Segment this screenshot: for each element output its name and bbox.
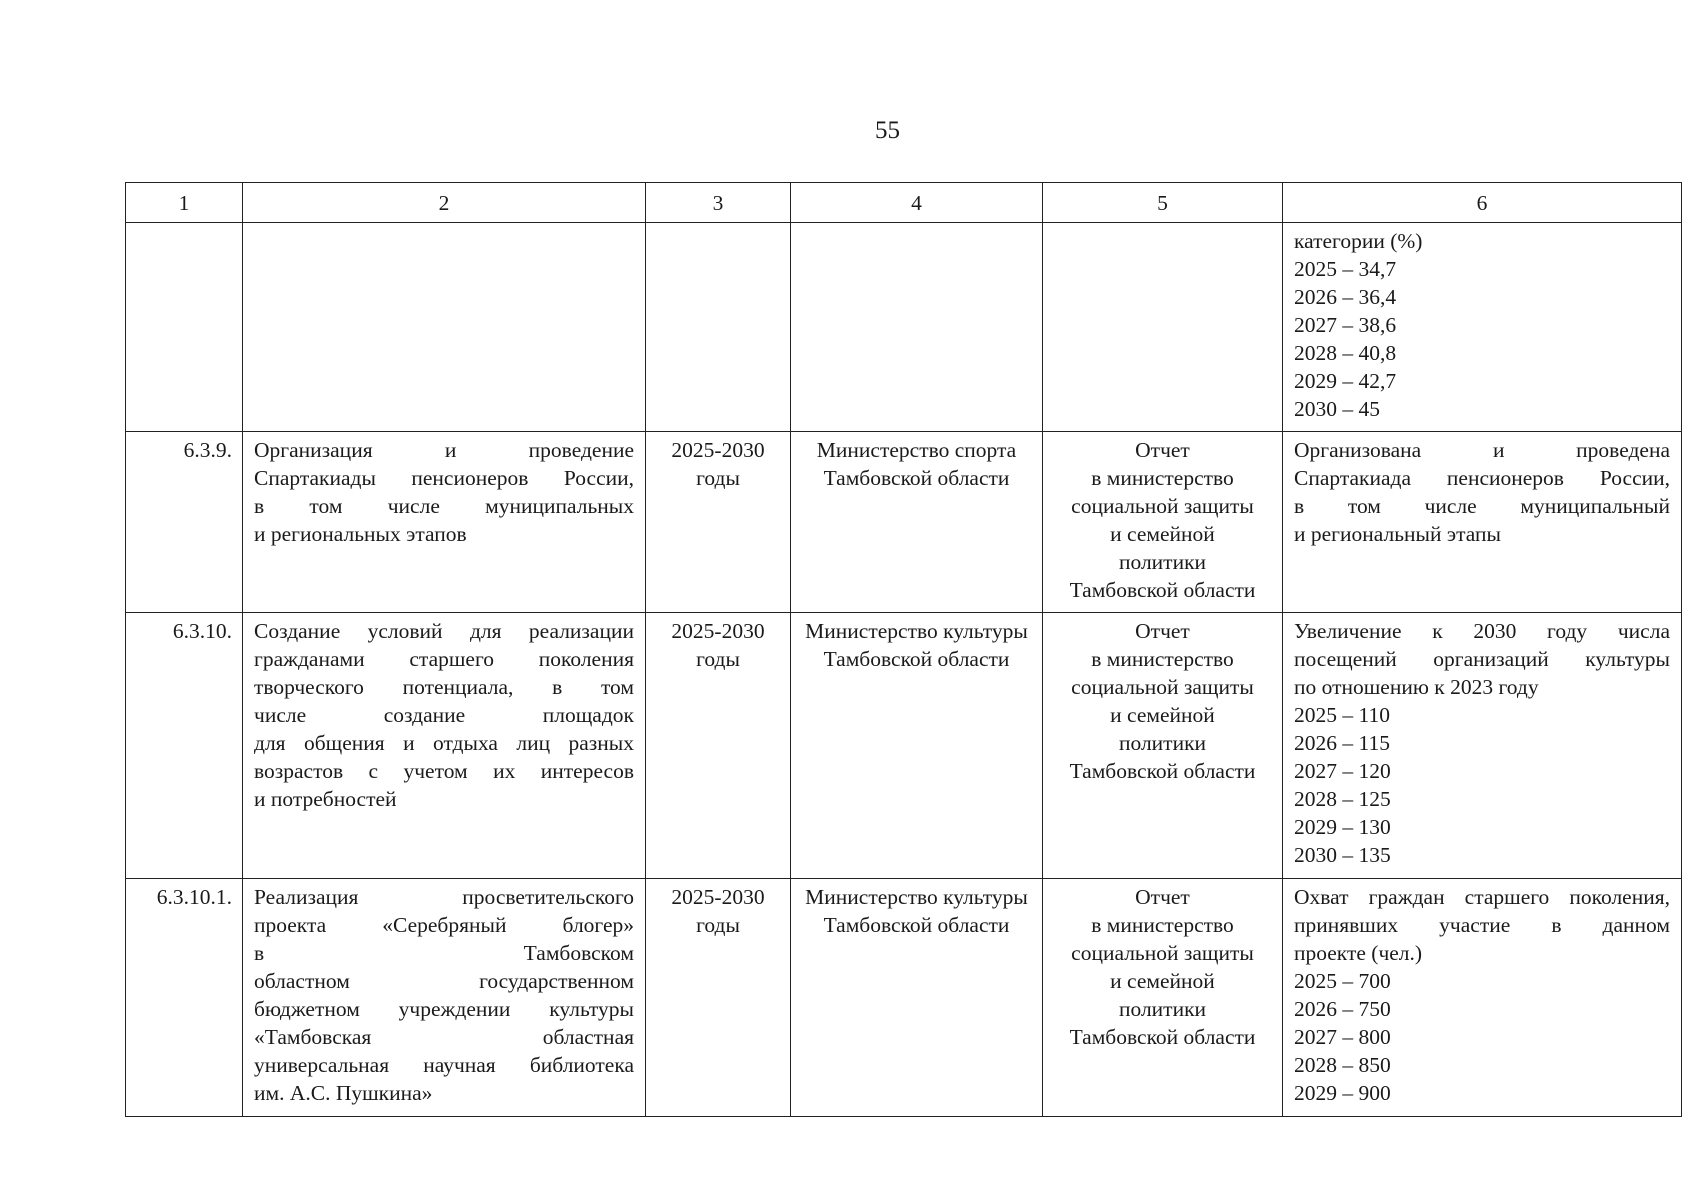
activity-cell xyxy=(243,432,646,613)
report-line: и семейной xyxy=(1110,969,1215,993)
activity-line: бюджетном учреждении культуры xyxy=(254,997,634,1021)
result-line: в том числе муниципальный xyxy=(1294,494,1670,518)
result-year-value: 2025 – 34,7 xyxy=(1294,257,1397,281)
table-header-row xyxy=(126,183,1682,223)
period-cell xyxy=(646,432,791,613)
period-cell xyxy=(646,613,791,879)
result-year-value: 2027 – 120 xyxy=(1294,759,1391,783)
result-year-value: 2027 – 800 xyxy=(1294,1025,1391,1049)
report-cell xyxy=(1043,223,1283,432)
report-line: политики xyxy=(1118,997,1207,1021)
result-line: Спартакиада пенсионеров России, xyxy=(1294,466,1670,490)
item-number: 6.3.10.1. xyxy=(156,885,232,909)
activity-cell xyxy=(243,613,646,879)
item-number: 6.3.9. xyxy=(183,438,232,462)
report-line: Тамбовской области xyxy=(1069,578,1256,602)
activity-line: числе создание площадок xyxy=(254,703,634,727)
report-line: Отчет xyxy=(1135,438,1190,462)
result-year-value: 2028 – 850 xyxy=(1294,1053,1391,1077)
result-line: по отношению к 2023 году xyxy=(1294,675,1539,699)
column-header: 5 xyxy=(1043,183,1283,223)
table-row xyxy=(126,432,1682,613)
activity-line: в том числе муниципальных xyxy=(254,494,634,518)
result-line: и региональный этапы xyxy=(1294,522,1501,546)
report-line: Тамбовской области xyxy=(1069,1025,1256,1049)
executor-cell xyxy=(791,432,1043,613)
activity-line: Создание условий для реализации xyxy=(254,619,634,643)
report-line: социальной защиты xyxy=(1071,494,1254,518)
report-line: в министерство xyxy=(1091,466,1234,490)
activity-line: и региональных этапов xyxy=(254,522,467,546)
report-cell xyxy=(1043,879,1283,1117)
activity-line: и потребностей xyxy=(254,787,397,811)
executor-text: Министерство спорта Тамбовской области xyxy=(816,438,1017,490)
activity-line: им. А.С. Пушкина» xyxy=(254,1081,433,1105)
item-number-cell xyxy=(126,432,243,613)
activity-line: проекта «Серебряный блогер» xyxy=(254,913,634,937)
result-line: посещений организаций культуры xyxy=(1294,647,1670,671)
report-line: социальной защиты xyxy=(1071,675,1254,699)
result-year-value: 2026 – 750 xyxy=(1294,997,1391,1021)
table-row xyxy=(126,613,1682,879)
result-line: проекте (чел.) xyxy=(1294,941,1423,965)
report-line: социальной защиты xyxy=(1071,941,1254,965)
executor-cell xyxy=(791,613,1043,879)
report-line: Отчет xyxy=(1135,885,1190,909)
item-number: 6.3.10. xyxy=(172,619,232,643)
period-cell xyxy=(646,879,791,1117)
result-line: категории (%) xyxy=(1294,229,1423,253)
report-line: и семейной xyxy=(1110,522,1215,546)
report-line: Отчет xyxy=(1135,619,1190,643)
page-number: 55 xyxy=(875,117,900,144)
column-header: 1 xyxy=(126,183,243,223)
result-year-value: 2027 – 38,6 xyxy=(1294,313,1397,337)
activity-cell xyxy=(243,223,646,432)
column-header: 3 xyxy=(646,183,791,223)
activity-line: универсальная научная библиотека xyxy=(254,1053,634,1077)
result-year-value: 2026 – 36,4 xyxy=(1294,285,1397,309)
result-year-value: 2030 – 45 xyxy=(1294,397,1380,421)
result-year-value: 2029 – 900 xyxy=(1294,1081,1391,1105)
report-line: и семейной xyxy=(1110,703,1215,727)
report-line: политики xyxy=(1118,731,1207,755)
report-cell xyxy=(1043,432,1283,613)
column-header: 4 xyxy=(791,183,1043,223)
executor-cell xyxy=(791,879,1043,1117)
result-year-value: 2030 – 135 xyxy=(1294,843,1391,867)
result-year-value: 2029 – 130 xyxy=(1294,815,1391,839)
result-year-value: 2028 – 125 xyxy=(1294,787,1391,811)
report-line: политики xyxy=(1118,550,1207,574)
executor-text: Министерство культуры Тамбовской области xyxy=(805,619,1028,671)
activity-line: в Тамбовском xyxy=(254,941,634,965)
activity-line: гражданами старшего поколения xyxy=(254,647,634,671)
report-line: в министерство xyxy=(1091,913,1234,937)
activity-line: «Тамбовская областная xyxy=(254,1025,634,1049)
activity-line: областном государственном xyxy=(254,969,634,993)
period-text: 2025-2030 годы xyxy=(671,438,765,490)
report-cell xyxy=(1043,613,1283,879)
result-year-value: 2025 – 110 xyxy=(1294,703,1390,727)
activity-line: Реализация просветительского xyxy=(254,885,634,909)
result-year-value: 2026 – 115 xyxy=(1294,731,1390,755)
item-number-cell xyxy=(126,223,243,432)
activity-line: возрастов с учетом их интересов xyxy=(254,759,634,783)
result-year-value: 2029 – 42,7 xyxy=(1294,369,1397,393)
table-row xyxy=(126,223,1682,432)
column-header: 2 xyxy=(243,183,646,223)
activity-line: для общения и отдыха лиц разных xyxy=(254,731,634,755)
activity-line: творческого потенциала, в том xyxy=(254,675,634,699)
result-cell xyxy=(1283,432,1682,613)
result-line: Увеличение к 2030 году числа xyxy=(1294,619,1670,643)
activity-line: Организация и проведение xyxy=(254,438,634,462)
result-year-value: 2025 – 700 xyxy=(1294,969,1391,993)
executor-text: Министерство культуры Тамбовской области xyxy=(805,885,1028,937)
result-cell xyxy=(1283,879,1682,1117)
activity-cell xyxy=(243,879,646,1117)
result-line: Организована и проведена xyxy=(1294,438,1670,462)
column-header: 6 xyxy=(1283,183,1682,223)
result-line: принявших участие в данном xyxy=(1294,913,1670,937)
table-row xyxy=(126,879,1682,1117)
report-line: Тамбовской области xyxy=(1069,759,1256,783)
result-cell xyxy=(1283,613,1682,879)
item-number-cell xyxy=(126,879,243,1117)
executor-cell xyxy=(791,223,1043,432)
period-cell xyxy=(646,223,791,432)
period-text: 2025-2030 годы xyxy=(671,885,765,937)
period-text: 2025-2030 годы xyxy=(671,619,765,671)
report-line: в министерство xyxy=(1091,647,1234,671)
result-cell xyxy=(1283,223,1682,432)
activity-line: Спартакиады пенсионеров России, xyxy=(254,466,634,490)
result-year-value: 2028 – 40,8 xyxy=(1294,341,1397,365)
result-line: Охват граждан старшего поколения, xyxy=(1294,885,1670,909)
measures-table xyxy=(125,182,1682,1117)
item-number-cell xyxy=(126,613,243,879)
